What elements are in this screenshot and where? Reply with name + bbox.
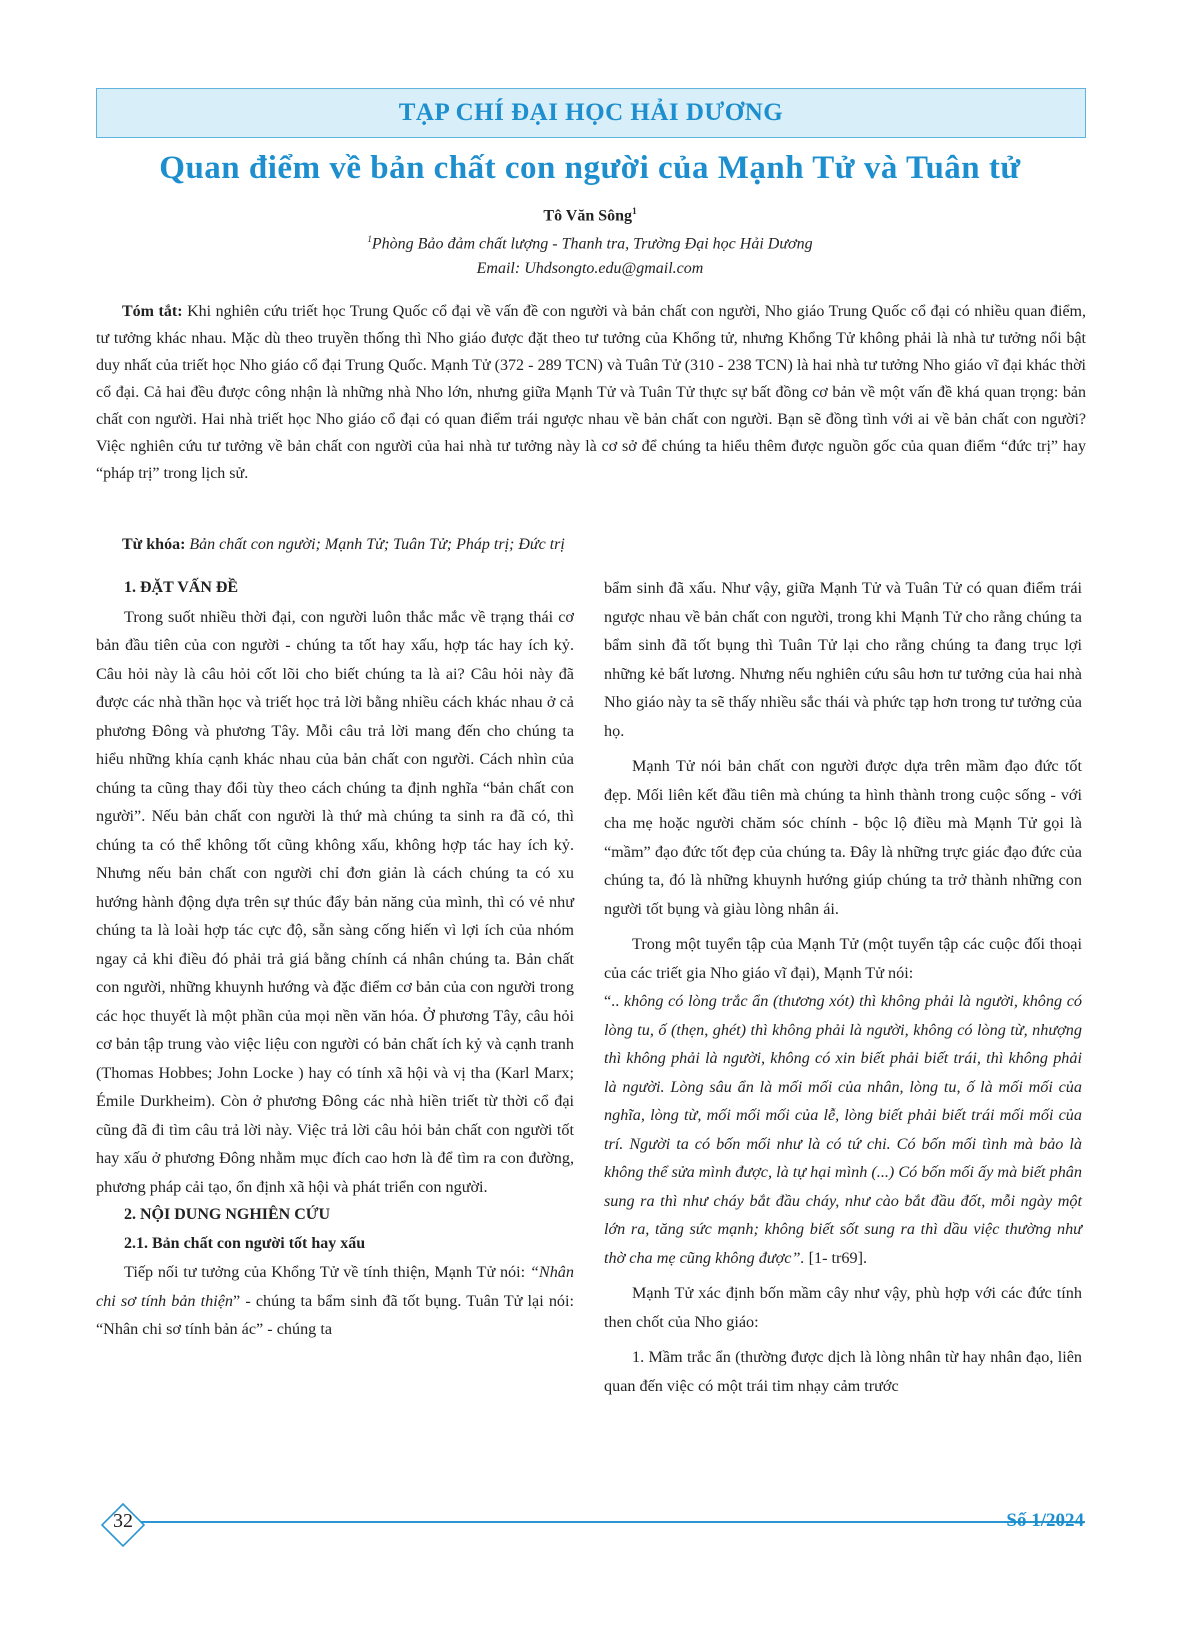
article-title: Quan điểm về bản chất con người của Mạnh Tử và Tuân tử (159, 150, 1021, 186)
quote-text: không có lòng trắc ẩn (thương xót) thì không phải là người, không có lòng tu, ố (thẹn, ghét) thì không phải là người, không có lòng từ, nhượng thì không phải là người, không có xin biết phải biết trái, thì không phải là người. Lòng sâu ẩn là mối mối của nhân, lòng tu, ố là mối mối của nghĩa, lòng từ, mối mối mối của lễ, lòng biết phải biết trái mối mối của trí. Người ta có bốn mối như là có tứ chi. Có bốn mối tình mà bảo là không thể sửa mình được, là tự hại mình (...) Có bốn mối ấy mà biết phân sung ra thì như cháy bắt đầu cháy, như cào bắt đầu đốt, mỗi ngày một lớn ra, tăng sức mạnh; không biết sốt sung ra thì dầu việc thường như thờ cha mẹ cũng không được”. (604, 992, 1082, 1267)
abstract-label: Tóm tắt: (122, 303, 183, 320)
affiliation-superscript: 1 (367, 234, 372, 244)
affiliation: Phòng Bảo đảm chất lượng - Thanh tra, Trường Đại học Hải Dương (371, 235, 813, 253)
keywords-text: Bản chất con người; Mạnh Tử; Tuân Tử; Pháp trị; Đức trị (185, 536, 565, 553)
author-line (0, 206, 1180, 225)
journal-banner (96, 88, 1086, 138)
paragraph (96, 1258, 574, 1344)
issue-number: Số 1/2024 (1006, 1510, 1084, 1531)
quote-open: “.. (604, 992, 624, 1010)
inline-quote: “Nhân chi sơ tính bản thiện (96, 1263, 574, 1310)
affiliation-line (0, 234, 1180, 253)
keywords-label: Từ khóa: (122, 536, 186, 553)
author-name: Tô Văn Sông (543, 207, 633, 225)
journal-name: TẠP CHÍ ĐẠI HỌC HẢI DƯƠNG (398, 99, 784, 126)
paragraph: Trong suốt nhiều thời đại, con người luôn thắc mắc về trạng thái cơ bản đầu tiên của con người - chúng ta tốt hay xấu, hợp tác hay ích kỷ. Câu hỏi này là câu hỏi cốt lõi cho biết chúng ta là ai? Câu hỏi này đã được các nhà thần học và triết học trả lời bằng nhiều cách khác nhau ở cả phương Đông và phương Tây. Mỗi câu trả lời mang đến cho chúng ta hiểu những khía cạnh khác nhau của bản chất con người. Cách nhìn của chúng ta cũng thay đổi tùy theo cách chúng ta định nghĩa “bản chất con người”. Nếu bản chất con người là thứ mà chúng ta sinh ra đã có, thì chúng ta có thể không tốt cũng không xấu, không hợp tác hay ích kỷ. Nhưng nếu bản chất con người chỉ đơn giản là cách chúng ta có xu hướng hành động dựa trên sự thúc đẩy bản năng của mình, thì có vẻ như chúng ta là loài hợp tác cực độ, sẵn sàng cống hiến vì lợi ích của nhóm ngay cả khi điều đó phải trả giá bằng chính cá nhân chúng ta. Bản chất con người, những khuynh hướng và đặc điểm cơ bản của con người trong các học thuyết là một phần của mọi nền văn hóa. Ở phương Tây, câu hỏi cơ bản tập trung vào việc liệu con người có bản chất ích kỷ và cạnh tranh (Thomas Hobbes; John Locke ) hay có tính xã hội và vị tha (Karl Marx; Émile Durkheim). Còn ở phương Đông các nhà hiền triết từ thời cổ đại cũng đã đi tìm câu trả lời này. Việc trả lời câu hỏi bản chất con người tốt hay xấu ở phương Đông nhằm mục đích cao hơn là để tìm ra con đường, phương pháp cải tạo, ổn định xã hội và phát triển con người. (96, 607, 574, 1196)
paragraph: bẩm sinh đã xấu. Như vậy, giữa Mạnh Tử và Tuân Tử có quan điểm trái ngược nhau về bản chất con người, trong khi Mạnh Tử cho rằng chúng ta bẩm sinh đã tốt bụng thì Tuân Tử lại cho rằng chúng ta đang trục lợi những kẻ bất lương. Nhưng nếu nghiên cứu sâu hơn tư tưởng của hai nhà Nho giáo này ta sẽ thấy nhiều sắc thái và phức tạp hơn trong tư tưởng của họ. (604, 579, 1082, 740)
right-column (604, 574, 1082, 1400)
left-column (96, 574, 574, 1344)
paragraph: Mạnh Tử xác định bốn mầm cây như vậy, phù hợp với các đức tính then chốt của Nho giáo: (604, 1284, 1082, 1331)
paragraph: Mạnh Tử nói bản chất con người được dựa trên mầm đạo đức tốt đẹp. Mối liên kết đầu tiên mà chúng ta hình thành trong cuộc sống - với cha mẹ hoặc người chăm sóc chính - bộc lộ điều mà Mạnh Tử gọi là “mầm” đạo đức tốt đẹp của chúng ta. Đây là những trực giác đạo đức của chúng ta, đó là những khuynh hướng giúp chúng ta trở thành những con người tốt bụng và giàu lòng nhân ái. (604, 757, 1082, 918)
section-heading-2: 2. NỘI DUNG NGHIÊN CỨU (124, 1206, 331, 1223)
footer-rule (130, 1521, 1085, 1523)
keywords (96, 532, 1086, 558)
page-number: 32 (113, 1510, 133, 1532)
subsection-heading-2-1: 2.1. Bản chất con người tốt hay xấu (124, 1234, 366, 1252)
author-email: Email: Uhdsongto.edu@gmail.com (476, 260, 704, 277)
abstract (96, 298, 1086, 487)
author-superscript: 1 (632, 206, 637, 216)
paragraph: Trong một tuyển tập của Mạnh Tử (một tuyển tập các cuộc đối thoại của các triết gia Nho giáo vĩ đại), Mạnh Tử nói: (604, 935, 1082, 982)
paragraph-text: ” - chúng ta bẩm sinh đã tốt bụng. Tuân Tử lại nói: “Nhân chi sơ tính bản ác” - chúng ta (96, 1291, 574, 1338)
citation: [1- tr69]. (804, 1248, 868, 1267)
section-heading-1: 1. ĐẶT VẤN ĐỀ (124, 579, 239, 596)
paragraph: 1. Mầm trắc ẩn (thường được dịch là lòng nhân từ hay nhân đạo, liên quan đến việc có một trái tim nhạy cảm trước (604, 1348, 1082, 1395)
abstract-text: Khi nghiên cứu triết học Trung Quốc cổ đại về vấn đề con người và bản chất con người, Nho giáo Trung Quốc cổ đại có nhiều quan điểm, tư tưởng khác nhau. Mặc dù theo truyền thống thì Nho giáo được đặt theo tư tưởng của Khổng tử, nhưng Khổng Tử không phải là nhà tư tưởng nổi bật duy nhất của triết học Nho giáo cổ đại Trung Quốc. Mạnh Tử (372 - 289 TCN) và Tuân Tử (310 - 238 TCN) là hai nhà tư tưởng Nho giáo vĩ đại khác thời cổ đại. Cả hai đều được công nhận là những nhà Nho lớn, nhưng giữa Mạnh Tử và Tuân Tử thực sự bất đồng cơ bản về một vấn đề khá quan trọng: bản chất con người. Hai nhà triết học Nho giáo cổ đại có quan điểm trái ngược nhau về bản chất con người. Bạn sẽ đồng tình với ai về bản chất con người? Việc nghiên cứu tư tưởng về bản chất con người của hai nhà tư tưởng này là cơ sở để chúng ta hiểu thêm được nguồn gốc của quan điểm “đức trị” hay “pháp trị” trong lịch sử. (96, 303, 1087, 482)
block-quote (604, 987, 1082, 1272)
paragraph-text: Tiếp nối tư tưởng của Khổng Tử về tính thiện, Mạnh Tử nói: (124, 1263, 530, 1281)
